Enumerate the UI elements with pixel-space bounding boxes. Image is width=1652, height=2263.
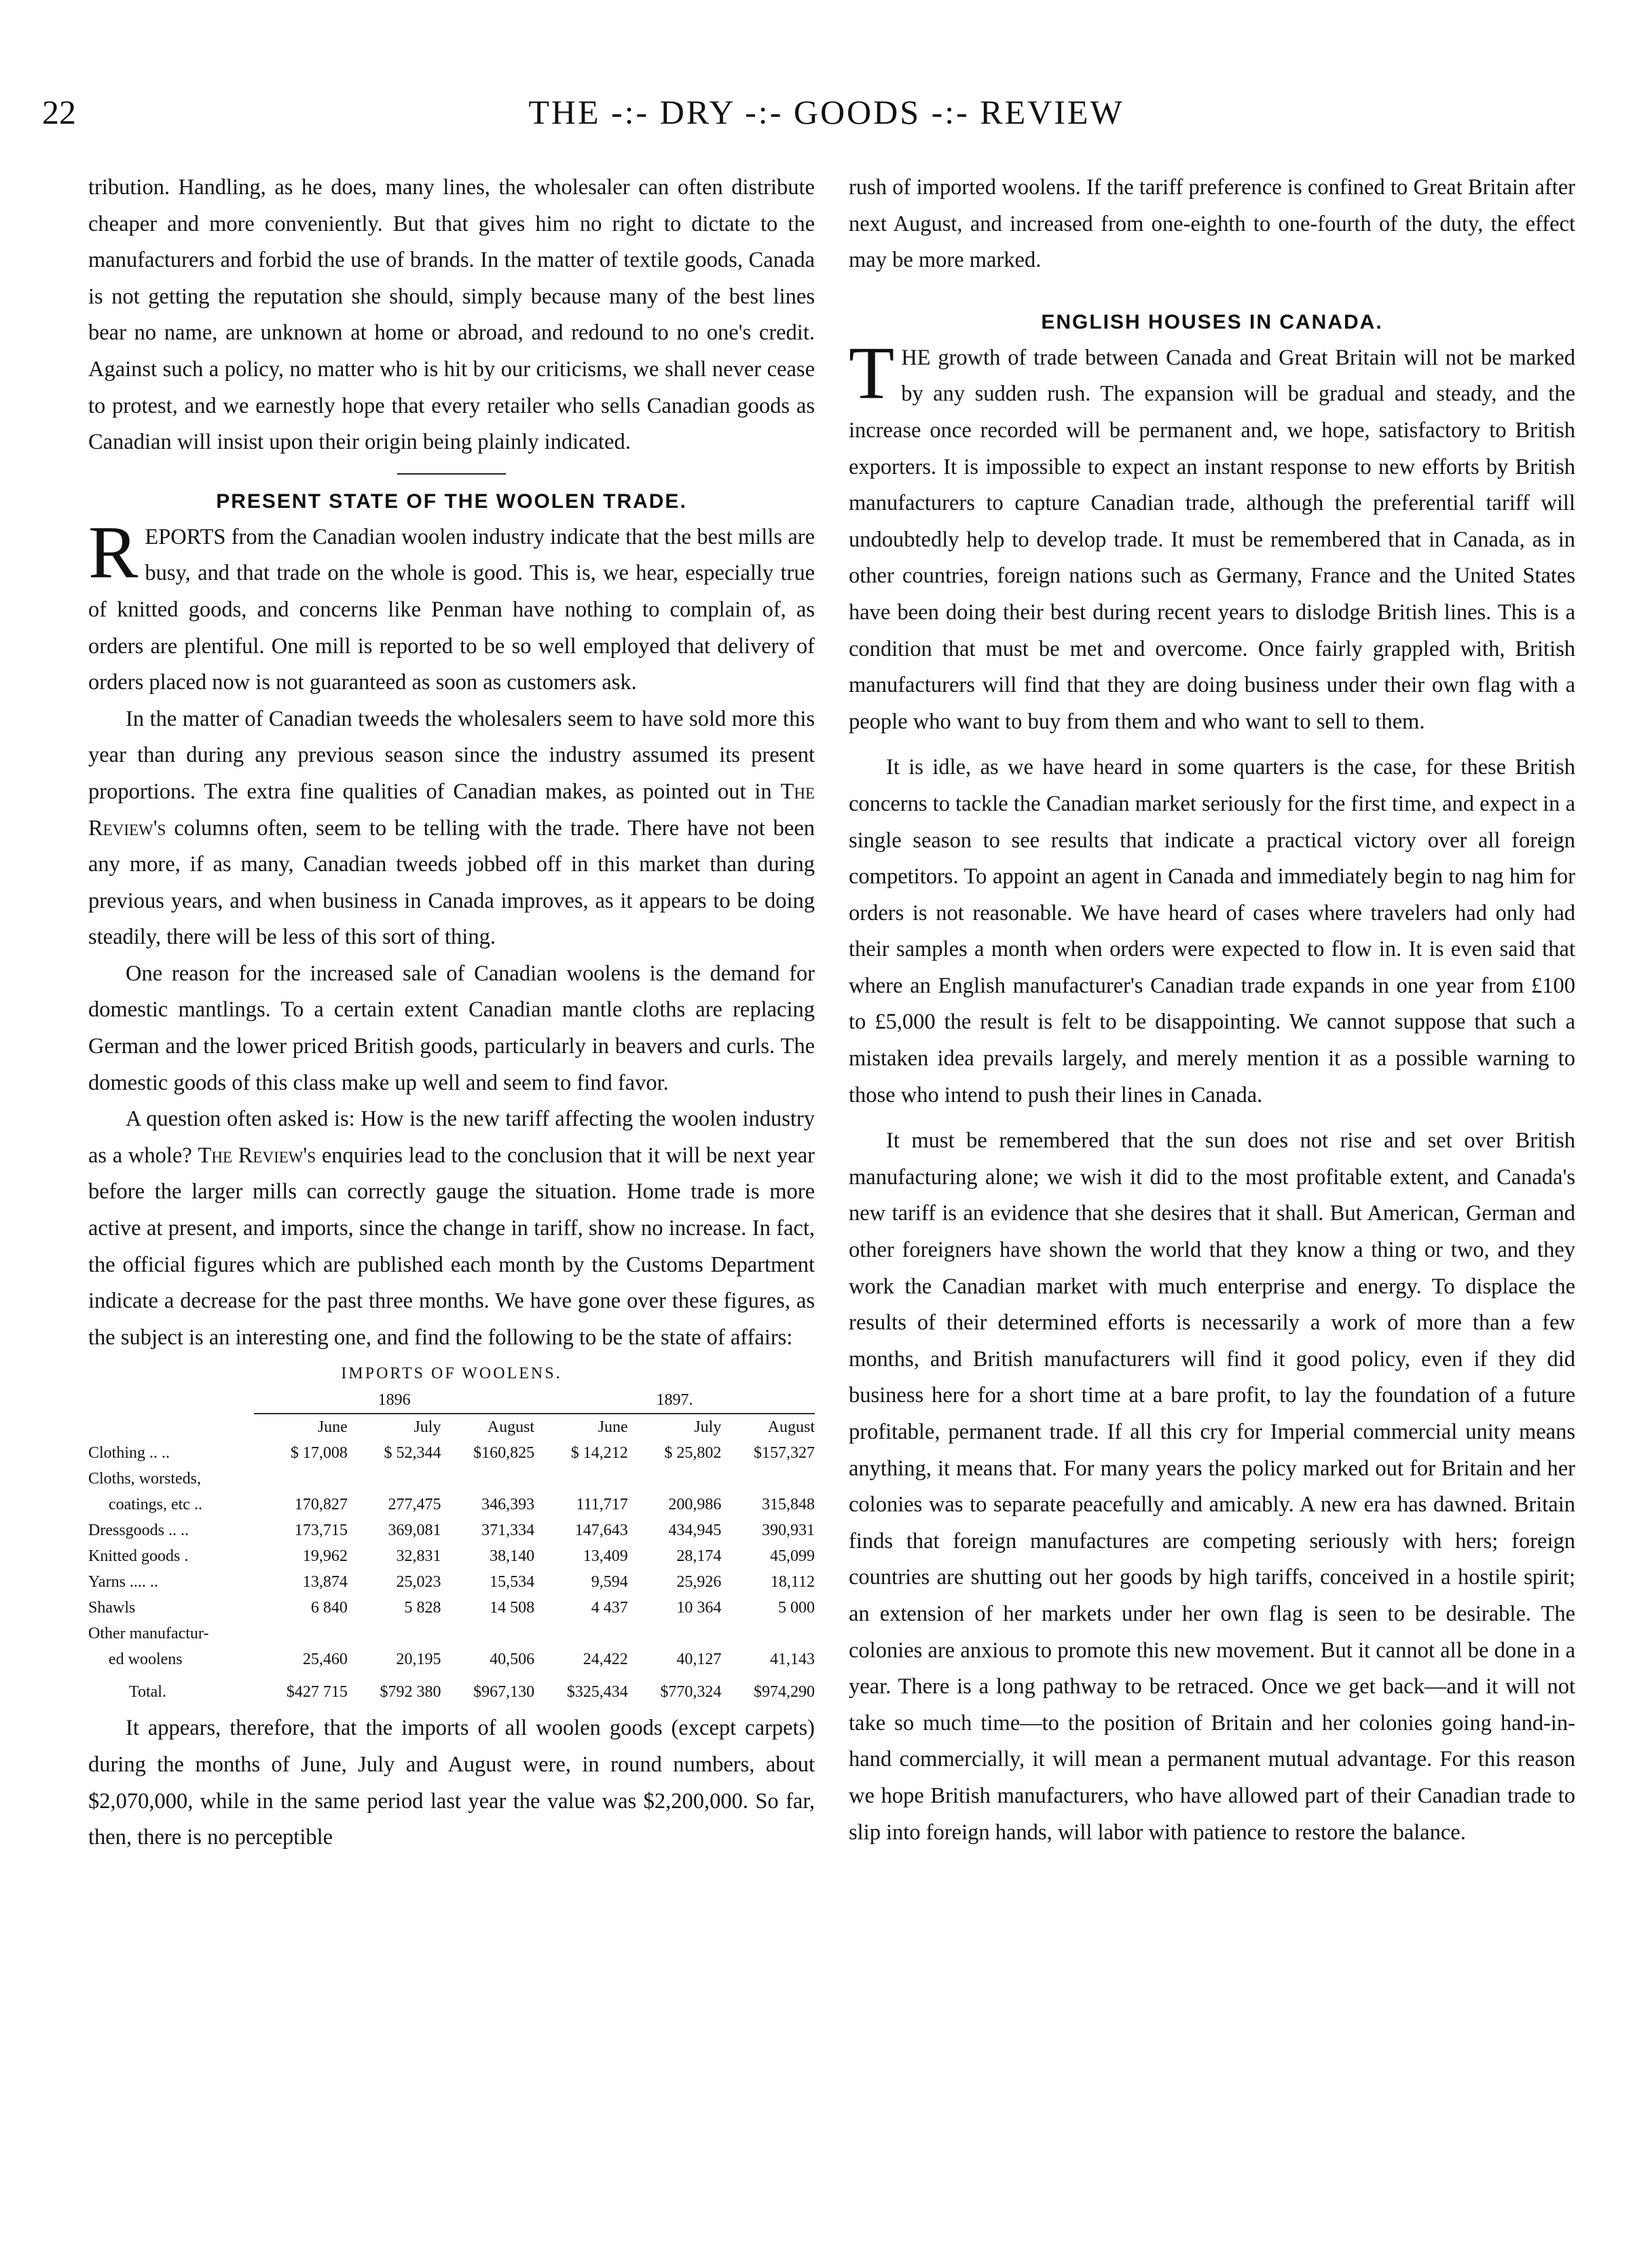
table-cell: $ 14,212 [570,1444,628,1462]
table-cell: 434,945 [668,1522,722,1540]
table-month-row [88,1414,815,1440]
total-cell: $325,434 [566,1683,628,1701]
table-cell: 10 364 [676,1599,722,1617]
table-row [88,1517,815,1543]
month-header: August [441,1414,534,1440]
year-1896: 1896 [378,1391,411,1410]
english-paragraph-1: THE growth of trade between Canada and Great Britain will not be marked by any sudden rush. The expansion will be gradual and steady, and the increase once recorded will be permanent and, we hope, satisfactory to British exporters. It is impossible to expect an instant response to new efforts by British manufacturers to capture Canadian trade, although the preferential tariff will undoubtedly help to develop trade. It must be remembered that in Canada, as in other countries, foreign nations such as Germany, France and the United States have been doing their best during recent years to dislodge British lines. This is a condition that must be met and overcome. Once fairly grappled with, British manufacturers will find that they are doing business under their own flag with a people who want to buy from them and who want to sell to them. [849,331,1575,734]
table-cell [254,1621,348,1646]
table-cell: 200,986 [668,1496,722,1514]
table-cell: 277,475 [388,1496,441,1514]
table-cell: 369,081 [388,1522,441,1540]
table-cell: 28,174 [676,1547,722,1566]
table-row [88,1646,815,1672]
page-header [42,92,1611,140]
table-cell: 25,023 [396,1573,441,1592]
table-cell [348,1466,441,1492]
table-cell: 18,112 [770,1573,815,1592]
table-row [88,1466,815,1492]
section-divider [397,473,506,475]
year-1897: 1897. [656,1391,693,1410]
table-cell: 315,848 [762,1496,815,1514]
table-cell: $ 25,802 [664,1444,722,1462]
table-cell [628,1466,722,1492]
row-label: Other manufactur- [88,1625,209,1643]
woolen-trade-heading: PRESENT STATE OF THE WOOLEN TRADE. [216,490,687,513]
table-year-row [88,1387,815,1414]
table-row [88,1543,815,1569]
woolen-paragraph-1: REPORTS from the Canadian woolen industry indicate that the best mills are busy, and that trade on the whole is good. This is, we hear, especially true of knitted goods, and concerns like Penman have nothing to complain of, as orders are plentiful. One mill is reported to be so well employed that delivery of orders placed now is not guaranteed as soon as customers ask. [88,510,815,695]
drop-cap: T [849,331,895,414]
table-cell [254,1466,348,1492]
table-cell: 40,506 [490,1651,535,1669]
table-cell: 13,409 [583,1547,628,1566]
continued-paragraph: rush of imported woolens. If the tariff preference is confined to Great Britain after next August, and increased from one-eighth to one-fourth of the duty, the effect may be more marked. [849,175,1575,273]
table-cell: $157,327 [754,1444,815,1462]
row-label: Knitted goods . [88,1547,189,1566]
table-cell: 9,594 [591,1573,628,1592]
table-cell: 15,534 [490,1573,535,1592]
table-cell: 346,393 [481,1496,535,1514]
table-cell: 24,422 [583,1651,628,1669]
table-cell: 41,143 [770,1651,815,1669]
total-cell: $427 715 [286,1683,348,1701]
table-cell: 13,874 [302,1573,348,1592]
drop-cap: R [88,510,139,593]
table-cell: 32,831 [396,1547,441,1566]
intro-paragraph: tribution. Handling, as he does, many lines, the wholesaler can often distribute cheaper and more conveniently. But that gives him no right to dictate to the manufacturers and forbid the use of brands. In the matter of textile goods, Canada is not getting the reputation she should, simply because many of the best lines bear no name, are unknown at home or abroad, and redound to no one's credit. Against such a policy, no matter who is hit by our criticisms, we shall never cease to protest, and we earnestly hope that every retailer who sells Canadian goods as Canadian will insist upon their origin being plainly indicated. [88,175,815,455]
table-cell: 45,099 [770,1547,815,1566]
table-cell: $ 17,008 [290,1444,348,1462]
row-label: coatings, etc .. [109,1496,202,1514]
woolen-paragraph-4: A question often asked is: How is the new tariff affecting the woolen industry as a whole? The Review's enquiries lead to the conclusion that it will be next year before the larger mills can correctly gauge the situation. Home trade is more active at present, and imports, since the change in tariff, show no increase. In fact, the official figures which are published each month by the Customs Department indicate a decrease for the past three months. We have gone over these figures, as the subject is an interesting one, and find the following to be the state of affairs: [88,1107,815,1350]
left-column [88,170,815,1856]
right-column [849,170,1575,1851]
table-cell: 14 508 [490,1599,535,1617]
table-cell: 170,827 [294,1496,348,1514]
table-cell: 40,127 [676,1651,722,1669]
row-label: ed woolens [109,1651,183,1669]
table-cell: 25,460 [302,1651,348,1669]
month-header: July [348,1414,441,1440]
row-label: Yarns .... .. [88,1573,158,1592]
table-row [88,1595,815,1621]
table-cell: 4 437 [591,1599,628,1617]
table-cell: 5 000 [778,1599,815,1617]
table-cell: 173,715 [294,1522,348,1540]
page-number: 22 [42,93,76,131]
table-cell: 111,717 [576,1496,628,1514]
table-row [88,1569,815,1595]
table-cell: 5 828 [404,1599,441,1617]
table-cell [721,1621,815,1646]
table-cell [628,1621,722,1646]
row-label: Clothing .. .. [88,1444,170,1462]
table-cell [441,1466,534,1492]
table-cell [348,1621,441,1646]
english-houses-heading: ENGLISH HOUSES IN CANADA. [1041,310,1383,333]
total-cell: $967,130 [473,1683,535,1701]
total-cell: $974,290 [754,1683,815,1701]
table-cell [534,1466,628,1492]
table-cell: $160,825 [473,1444,535,1462]
imports-table-title: IMPORTS OF WOOLENS. [341,1365,562,1383]
month-header: June [254,1414,348,1440]
month-header: June [534,1414,628,1440]
english-paragraph-2: It is idle, as we have heard in some quarters is the case, for these British concerns to tackle the Canadian market seriously for the first time, and expect in a single season to see results that indicate a practical victory over all foreign competitors. To appoint an agent in Canada and immediately begin to nag him for orders is not reasonable. We have heard of cases where travelers had only had their samples a month when orders were expected to flow in. It is even said that where an English manufacturer's Canadian trade expands in one year from £100 to £5,000 the result is felt to be disappointing. We cannot suppose that such a mistaken idea prevails largely, and merely mention it as a possible warning to those who intend to push their lines in Canada. [849,755,1575,1107]
table-cell: 390,931 [762,1522,815,1540]
woolen-paragraph-5: It appears, therefore, that the imports of all woolen goods (except carpets) during the months of June, July and August were, in round numbers, about $2,070,000, while in the same period last year the value was $2,200,000. So far, then, there is no perceptible [88,1716,815,1850]
imports-table [88,1387,815,1705]
table-cell [534,1621,628,1646]
table-cell: 371,334 [481,1522,535,1540]
table-row [88,1621,815,1646]
table-cell: 20,195 [396,1651,441,1669]
table-cell: 38,140 [490,1547,535,1566]
row-label: Cloths, worsteds, [88,1470,202,1488]
table-cell: 6 840 [310,1599,348,1617]
woolen-paragraph-3: One reason for the increased sale of Canadian woolens is the demand for domestic mantlings. To a certain extent Canadian mantle cloths are replacing German and the lower priced British goods, particularly in beavers and curls. The domestic goods of this class make up well and seem to find favor. [88,961,815,1095]
row-label: Shawls [88,1599,136,1617]
table-cell [441,1621,534,1646]
month-header: August [721,1414,815,1440]
table-row [88,1440,815,1466]
english-paragraph-3: It must be remembered that the sun does not rise and set over British manufacturing alone; we wish it did to the most profitable extent, and Canada's new tariff is an evidence that she desires that it shall. But American, German and other foreigners have shown the world that they know a thing or two, and they work the Canadian market with much enterprise and energy. To displace the results of their determined efforts is necessarily a work of more than a few months, and British manufacturers will find it good policy, even if they did business here for a short time at a bare profit, to lay the foundation of a future profitable, permanent trade. If all this cry for Imperial commercial unity means anything, it means that. For many years the policy marked out for Britain and her colonies was to separate peacefully and amicably. A new era has dawned. Britain finds that foreign manufactures are competing seriously with hers; foreign countries are shutting out her goods by high tariffs, conceived in a hostile spirit; an extension of her markets under her own flag is seen to be desirable. The colonies are anxious to promote this new movement. But it cannot all be done in a year. There is a long pathway to be retraced. Once we get back—and it will not take so much time—to the position of Britain and her colonies going hand-in-hand commercially, it will mean a permanent mutual advantage. For this reason we hope British manufacturers, who have allowed part of their Canadian trade to slip into foreign hands, will labor with patience to restore the balance. [849,1128,1575,1845]
total-label: Total. [129,1683,166,1701]
total-cell: $770,324 [660,1683,722,1701]
table-row [88,1492,815,1517]
table-cell: $ 52,344 [384,1444,441,1462]
month-header: July [628,1414,722,1440]
table-total-row [88,1672,815,1705]
table-cell: 19,962 [302,1547,348,1566]
row-label: Dressgoods .. .. [88,1522,189,1540]
table-cell [721,1466,815,1492]
woolen-paragraph-2: In the matter of Canadian tweeds the wholesalers seem to have sold more this year than during any previous season since the industry assumed its present proportions. The extra fine qualities of Canadian makes, as pointed out in The Review's columns often, seem to be telling with the trade. There have not been any more, if as many, Canadian tweeds jobbed off in this market than during previous years, and when business in Canada improves, as it appears to be doing steadily, there will be less of this sort of thing. [88,706,815,950]
table-cell: 147,643 [574,1522,628,1540]
total-cell: $792 380 [380,1683,441,1701]
table-cell: 25,926 [676,1573,722,1592]
masthead-title: THE -:- DRY -:- GOODS -:- REVIEW [528,93,1124,131]
